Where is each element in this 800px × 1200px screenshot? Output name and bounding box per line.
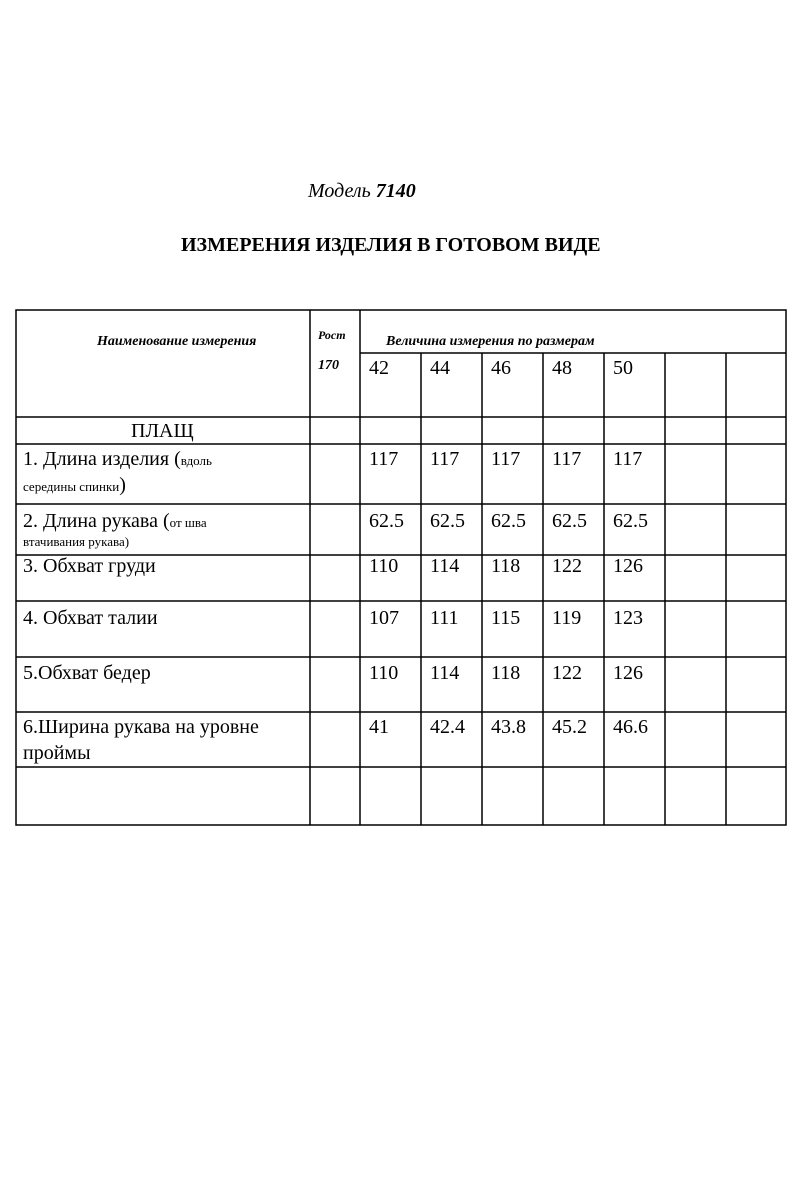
- size-header: 44: [430, 357, 450, 379]
- height-value: 170: [318, 358, 339, 373]
- table-cell: 123: [613, 607, 643, 629]
- table-cell: 117: [491, 448, 521, 470]
- page-title: ИЗМЕРЕНИЯ ИЗДЕЛИЯ В ГОТОВОМ ВИДЕ: [181, 234, 601, 256]
- table-cell: 117: [552, 448, 582, 470]
- table-cell: 41: [369, 716, 389, 738]
- table-cell: 122: [552, 555, 582, 577]
- table-cell: 119: [552, 607, 582, 629]
- table-cell: 111: [430, 607, 459, 629]
- col-name-header: Наименование измерения: [97, 334, 257, 349]
- table-cell: 114: [430, 555, 460, 577]
- row-label: 1. Длина изделия (вдоль: [23, 448, 212, 470]
- table-cell: 62.5: [430, 510, 465, 532]
- row-label-cont: проймы: [23, 742, 91, 764]
- table-cell: 42.4: [430, 716, 465, 738]
- size-header: 42: [369, 357, 389, 379]
- row-label: 5.Обхват бедер: [23, 662, 151, 684]
- table-cell: 62.5: [613, 510, 648, 532]
- table-cell: 126: [613, 555, 643, 577]
- table-cell: 43.8: [491, 716, 526, 738]
- section-title: ПЛАЩ: [131, 420, 194, 442]
- measurements-table: [15, 309, 787, 826]
- size-header: 50: [613, 357, 633, 379]
- model-number: 7140: [375, 180, 416, 202]
- size-header: 48: [552, 357, 572, 379]
- table-cell: 110: [369, 555, 399, 577]
- table-cell: 62.5: [552, 510, 587, 532]
- row-label: 4. Обхват талии: [23, 607, 158, 629]
- row-label: 6.Ширина рукава на уровне: [23, 716, 259, 738]
- row-label: 3. Обхват груди: [23, 555, 156, 577]
- model-label: Модель: [308, 180, 371, 202]
- table-cell: 110: [369, 662, 399, 684]
- table-cell: 62.5: [491, 510, 526, 532]
- table-cell: 46.6: [613, 716, 648, 738]
- table-cell: 107: [369, 607, 399, 629]
- row-label-cont: втачивания рукава): [23, 534, 130, 549]
- size-header: 46: [491, 357, 511, 379]
- table-cell: 117: [369, 448, 399, 470]
- table-cell: 126: [613, 662, 643, 684]
- table-cell: 117: [430, 448, 460, 470]
- table-cell: 117: [613, 448, 643, 470]
- table-cell: 115: [491, 607, 521, 629]
- row-label-cont: середины спинки): [23, 474, 126, 496]
- row-label: 2. Длина рукава (от шва: [23, 510, 207, 532]
- height-header: Рост: [318, 328, 346, 342]
- table-cell: 118: [491, 662, 521, 684]
- table-cell: 62.5: [369, 510, 404, 532]
- table-cell: 45.2: [552, 716, 587, 738]
- table-cell: 114: [430, 662, 460, 684]
- model-line: [308, 180, 416, 203]
- table-cell: 118: [491, 555, 521, 577]
- table-cell: 122: [552, 662, 582, 684]
- sizes-header: Величина измерения по размерам: [386, 334, 595, 349]
